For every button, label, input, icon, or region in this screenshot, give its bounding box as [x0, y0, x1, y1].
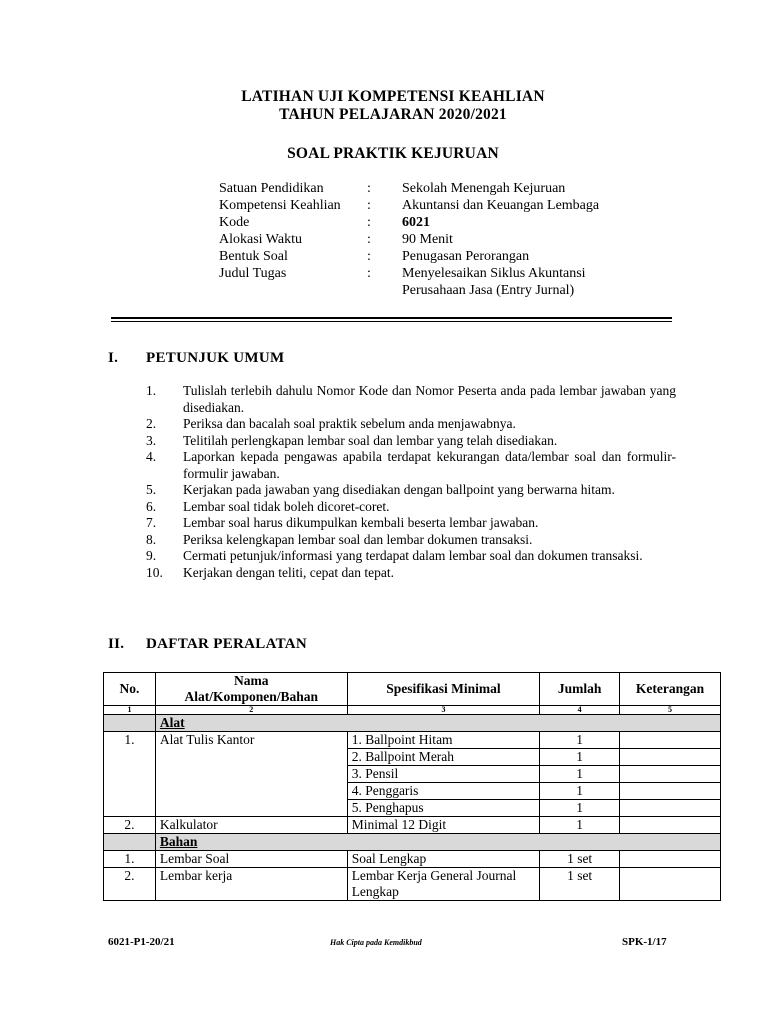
list-item: [146, 449, 676, 482]
item-name: Lembar Soal: [155, 851, 347, 868]
info-row-bentuk: [219, 248, 662, 265]
col-header-nama: [155, 673, 347, 706]
item-spec: 4. Penggaris: [347, 783, 540, 800]
group-cell-empty: [104, 715, 156, 732]
info-sep: :: [367, 249, 371, 264]
list-item: [146, 433, 676, 450]
info-value: Akuntansi dan Keuangan Lembaga: [402, 198, 600, 213]
info-value: Sekolah Menengah Kejuruan: [402, 181, 566, 196]
list-number: 2.: [146, 416, 157, 431]
info-value: [402, 265, 662, 299]
info-row-satuan: [219, 180, 662, 197]
row-number: 1.: [104, 851, 156, 868]
row-number: 2.: [104, 868, 156, 901]
list-number: 3.: [146, 432, 157, 448]
list-item: [146, 515, 676, 532]
info-sep: :: [367, 215, 371, 230]
list-item: [146, 565, 676, 582]
column-number-row: [104, 706, 721, 715]
item-qty: 1: [540, 732, 620, 749]
item-qty: 1: [540, 800, 620, 817]
info-label: Judul Tugas: [219, 266, 287, 281]
column-number: 4: [540, 706, 620, 715]
row-number: 1.: [104, 732, 156, 817]
item-spec: 5. Penghapus: [347, 800, 540, 817]
list-text: Lembar soal harus dikumpulkan kembali beserta lembar jawaban.: [183, 515, 539, 530]
item-note: [620, 851, 721, 868]
info-label: Alokasi Waktu: [219, 232, 302, 247]
item-note: [620, 800, 721, 817]
table-row: [104, 817, 721, 834]
item-note: [620, 783, 721, 800]
list-text: Kerjakan dengan teliti, cepat dan tepat.: [183, 564, 395, 580]
column-number: 2: [155, 706, 347, 715]
item-qty: 1: [540, 766, 620, 783]
item-spec: 1. Ballpoint Hitam: [347, 732, 540, 749]
footer-copyright: Hak Cipta pada Kemdikbud: [330, 938, 422, 947]
item-name: Alat Tulis Kantor: [155, 732, 347, 817]
footer-page: SPK-1/17: [622, 936, 667, 948]
row-number: 2.: [104, 817, 156, 834]
group-label: Bahan: [155, 834, 720, 851]
table-row: [104, 868, 721, 901]
group-cell-empty: [104, 834, 156, 851]
list-text: Tulislah terlebih dahulu Nomor Kode dan Nomor Peserta anda pada lembar jawaban yang disediakan.: [183, 383, 676, 415]
list-text: Telitilah perlengkapan lembar soal dan lembar yang telah disediakan.: [183, 432, 558, 448]
item-qty: 1: [540, 783, 620, 800]
list-text: Periksa kelengkapan lembar soal dan lembar dokumen transaksi.: [183, 531, 533, 547]
list-text: Laporkan kepada pengawas apabila terdapat kekurangan data/lembar soal dan formulir-formulir jawaban.: [183, 449, 676, 481]
list-number: 1.: [146, 383, 157, 398]
info-label: Satuan Pendidikan: [219, 181, 324, 196]
doc-subtitle: SOAL PRAKTIK KEJURUAN: [287, 145, 499, 162]
list-text: Kerjakan pada jawaban yang disediakan dengan ballpoint yang berwarna hitam.: [183, 482, 615, 497]
section-title: PETUNJUK UMUM: [146, 350, 285, 366]
list-item: [146, 532, 676, 549]
group-row-bahan: [104, 834, 721, 851]
info-value-line-2: Perusahaan Jasa (Entry Jurnal): [402, 283, 575, 298]
item-note: [620, 766, 721, 783]
list-number: 7.: [146, 515, 157, 530]
instruction-list: [146, 383, 676, 581]
list-text: Cermati petunjuk/informasi yang terdapat dalam lembar soal dan dokumen transaksi.: [183, 548, 643, 563]
item-spec: 2. Ballpoint Merah: [347, 749, 540, 766]
section-heading-peralatan: [108, 636, 307, 653]
info-sep: :: [367, 181, 371, 196]
list-item: [146, 482, 676, 499]
item-note: [620, 749, 721, 766]
col-header-keterangan: Keterangan: [620, 673, 721, 706]
doc-title-line-2: TAHUN PELAJARAN 2020/2021: [279, 106, 507, 123]
list-item: [146, 499, 676, 516]
table-header-row: [104, 673, 721, 706]
item-spec: Soal Lengkap: [347, 851, 540, 868]
group-row-alat: [104, 715, 721, 732]
divider-thick: [111, 317, 672, 319]
equipment-table: [103, 672, 721, 901]
list-number: 5.: [146, 482, 157, 497]
col-header-no: No.: [104, 673, 156, 706]
section-number: I.: [108, 350, 119, 366]
section-number: II.: [108, 636, 125, 652]
group-label: Alat: [155, 715, 720, 732]
list-number: 10.: [146, 564, 163, 580]
list-text: Periksa dan bacalah soal praktik sebelum anda menjawabnya.: [183, 416, 516, 431]
item-qty: 1: [540, 749, 620, 766]
list-item: [146, 548, 676, 565]
info-label: Bentuk Soal: [219, 249, 288, 264]
info-value: 90 Menit: [402, 232, 453, 247]
item-name: Kalkulator: [155, 817, 347, 834]
info-row-kompetensi: [219, 197, 662, 214]
info-row-alokasi: [219, 231, 662, 248]
info-sep: :: [367, 198, 371, 213]
column-number: 3: [347, 706, 540, 715]
info-sep: :: [367, 266, 371, 281]
list-number: 8.: [146, 531, 157, 547]
item-note: [620, 732, 721, 749]
info-value-code: 6021: [402, 215, 430, 230]
footer-code: 6021-P1-20/21: [108, 936, 175, 948]
section-heading-petunjuk: [108, 350, 284, 367]
column-number: 5: [620, 706, 721, 715]
list-item: [146, 383, 676, 416]
list-number: 4.: [146, 449, 157, 464]
doc-title-line-1: LATIHAN UJI KOMPETENSI KEAHLIAN: [241, 88, 545, 105]
item-qty: 1: [540, 817, 620, 834]
info-value-line-1: Menyelesaikan Siklus Akuntansi: [402, 266, 586, 281]
col-header-nama-line-1: Nama: [234, 673, 269, 688]
info-row-judul: [219, 265, 662, 299]
table-row: [104, 851, 721, 868]
list-text: Lembar soal tidak boleh dicoret-coret.: [183, 498, 390, 514]
item-qty: 1 set: [540, 868, 620, 901]
col-header-spesifikasi: Spesifikasi Minimal: [347, 673, 540, 706]
list-number: 9.: [146, 548, 157, 563]
item-spec: Minimal 12 Digit: [347, 817, 540, 834]
list-item: [146, 416, 676, 433]
table-row: [104, 732, 721, 749]
col-header-jumlah: Jumlah: [540, 673, 620, 706]
item-spec: Lembar Kerja General Journal Lengkap: [347, 868, 540, 901]
list-number: 6.: [146, 498, 157, 514]
info-sep: :: [367, 232, 371, 247]
col-header-nama-line-2: Alat/Komponen/Bahan: [184, 689, 319, 704]
item-qty: 1 set: [540, 851, 620, 868]
item-name: Lembar kerja: [155, 868, 347, 901]
info-value: Penugasan Perorangan: [402, 249, 530, 264]
identity-block: [219, 180, 662, 299]
info-row-kode: [219, 214, 662, 231]
item-spec: 3. Pensil: [347, 766, 540, 783]
column-number: 1: [104, 706, 156, 715]
item-note: [620, 868, 721, 901]
item-note: [620, 817, 721, 834]
divider-thin: [111, 321, 672, 322]
info-label: Kompetensi Keahlian: [219, 198, 341, 213]
section-title: DAFTAR PERALATAN: [146, 636, 308, 652]
info-label: Kode: [219, 215, 250, 230]
